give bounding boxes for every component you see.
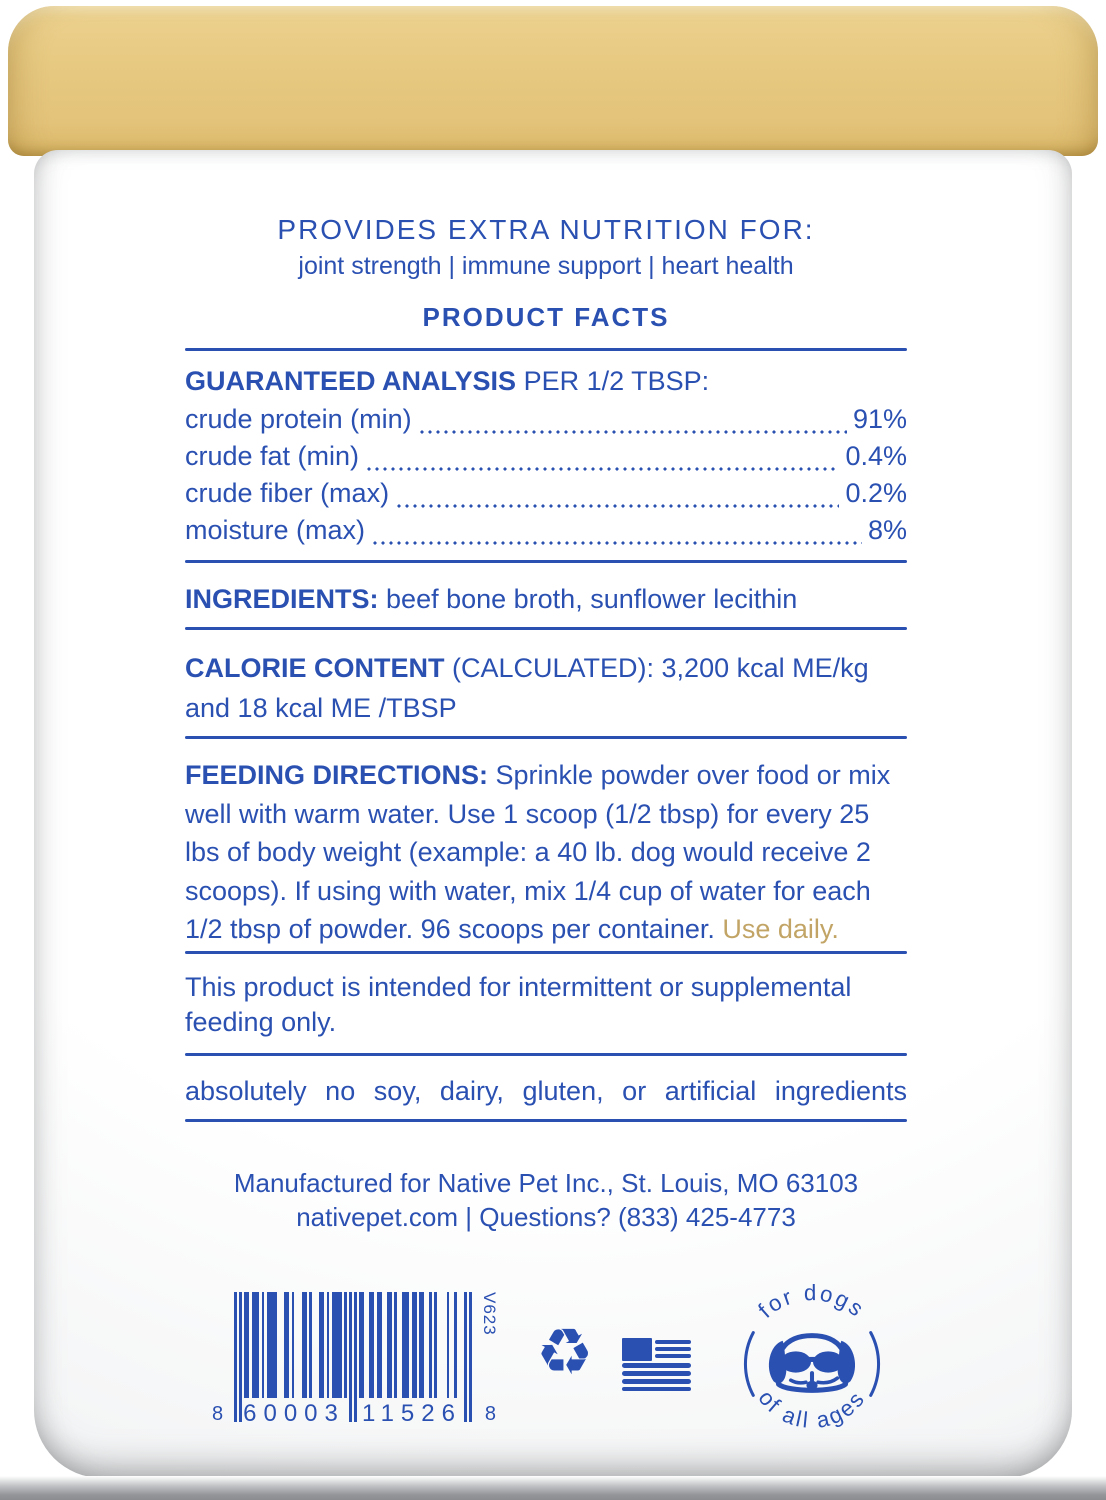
dot-leader — [365, 441, 839, 478]
divider — [185, 951, 907, 954]
ingredients-label: INGREDIENTS: — [185, 584, 379, 614]
row-value: 8% — [867, 515, 907, 545]
guaranteed-analysis-label: GUARANTEED ANALYSIS — [185, 366, 517, 396]
dot-leader — [395, 478, 839, 515]
divider — [185, 348, 907, 351]
provides-tagline: joint strength | immune support | heart health — [298, 252, 794, 280]
badge-bottom-text: of all ages — [753, 1385, 871, 1433]
barcode-digits-group1: 60003 — [243, 1400, 345, 1427]
feeding-label: FEEDING DIRECTIONS: — [185, 760, 489, 790]
guaranteed-analysis-suffix: PER 1/2 TBSP: — [523, 366, 710, 396]
ingredients-line — [185, 584, 907, 615]
dot-leader — [371, 515, 862, 552]
upc-barcode — [212, 1292, 499, 1427]
divider — [185, 627, 907, 630]
barcode-version-code: V623 — [480, 1292, 499, 1336]
table-row — [185, 515, 907, 552]
feeding-text: Sprinkle powder over food or mix well with warm water. Use 1 scoop (1/2 tbsp) for every 25 lbs of body weight (example: a 40 lb. dog would receive 2 scoops). If using with water, mix 1/4 cup of water for each 1/2 tbsp of powder. 96 scoops per container. — [185, 760, 891, 944]
row-label: moisture (max) — [185, 515, 366, 545]
guaranteed-analysis-table — [185, 404, 907, 552]
calorie-content-line — [185, 648, 907, 728]
barcode-digit: 8 — [484, 1403, 496, 1425]
table-row — [185, 404, 907, 441]
guaranteed-analysis-heading — [185, 366, 907, 397]
feeding-directions — [185, 756, 907, 949]
row-label: crude protein (min) — [185, 404, 412, 434]
manufacturer-info — [185, 1166, 907, 1234]
dog-face-icon — [769, 1336, 855, 1391]
divider — [185, 1053, 907, 1056]
base-shadow — [0, 1476, 1106, 1500]
badge-top-text: for dogs — [753, 1283, 871, 1323]
intermittent-feeding-note: This product is intended for intermittent or supplemental feeding only. — [185, 972, 852, 1037]
sunglasses-icon — [781, 1351, 844, 1372]
dot-leader — [418, 404, 847, 441]
tin-lid — [8, 6, 1098, 156]
recycle-icon: ♻ — [536, 1316, 594, 1390]
divider — [185, 736, 907, 739]
table-row — [185, 478, 907, 515]
us-flag-icon — [621, 1334, 693, 1392]
provides-heading: PROVIDES EXTRA NUTRITION FOR: — [277, 214, 815, 245]
calorie-text: (CALCULATED): 3,200 kcal ME/kg and 18 kcal ME /TBSP — [185, 653, 869, 723]
no-artificial-note: absolutely no soy, dairy, gluten, or artificial ingredients — [185, 1076, 907, 1106]
use-daily-note: Use daily. — [722, 914, 839, 944]
dog-badge — [731, 1283, 893, 1445]
row-value: 91% — [852, 404, 907, 434]
barcode-digits-group2: 11526 — [362, 1400, 462, 1427]
divider — [185, 1119, 907, 1122]
row-value: 0.2% — [845, 478, 907, 508]
calorie-label: CALORIE CONTENT — [185, 653, 445, 683]
product-facts-title: PRODUCT FACTS — [422, 302, 670, 332]
contact-line: nativepet.com | Questions? (833) 425-4773 — [296, 1202, 796, 1232]
row-label: crude fiber (max) — [185, 478, 390, 508]
ingredients-text: beef bone broth, sunflower lecithin — [386, 584, 798, 614]
row-label: crude fat (min) — [185, 441, 360, 471]
row-value: 0.4% — [845, 441, 907, 471]
barcode-digit: 8 — [212, 1403, 224, 1425]
divider — [185, 560, 907, 563]
svg-text:for dogs — [753, 1283, 870, 1323]
manufacturer-line: Manufactured for Native Pet Inc., St. Louis, MO 63103 — [233, 1168, 859, 1198]
table-row — [185, 441, 907, 478]
